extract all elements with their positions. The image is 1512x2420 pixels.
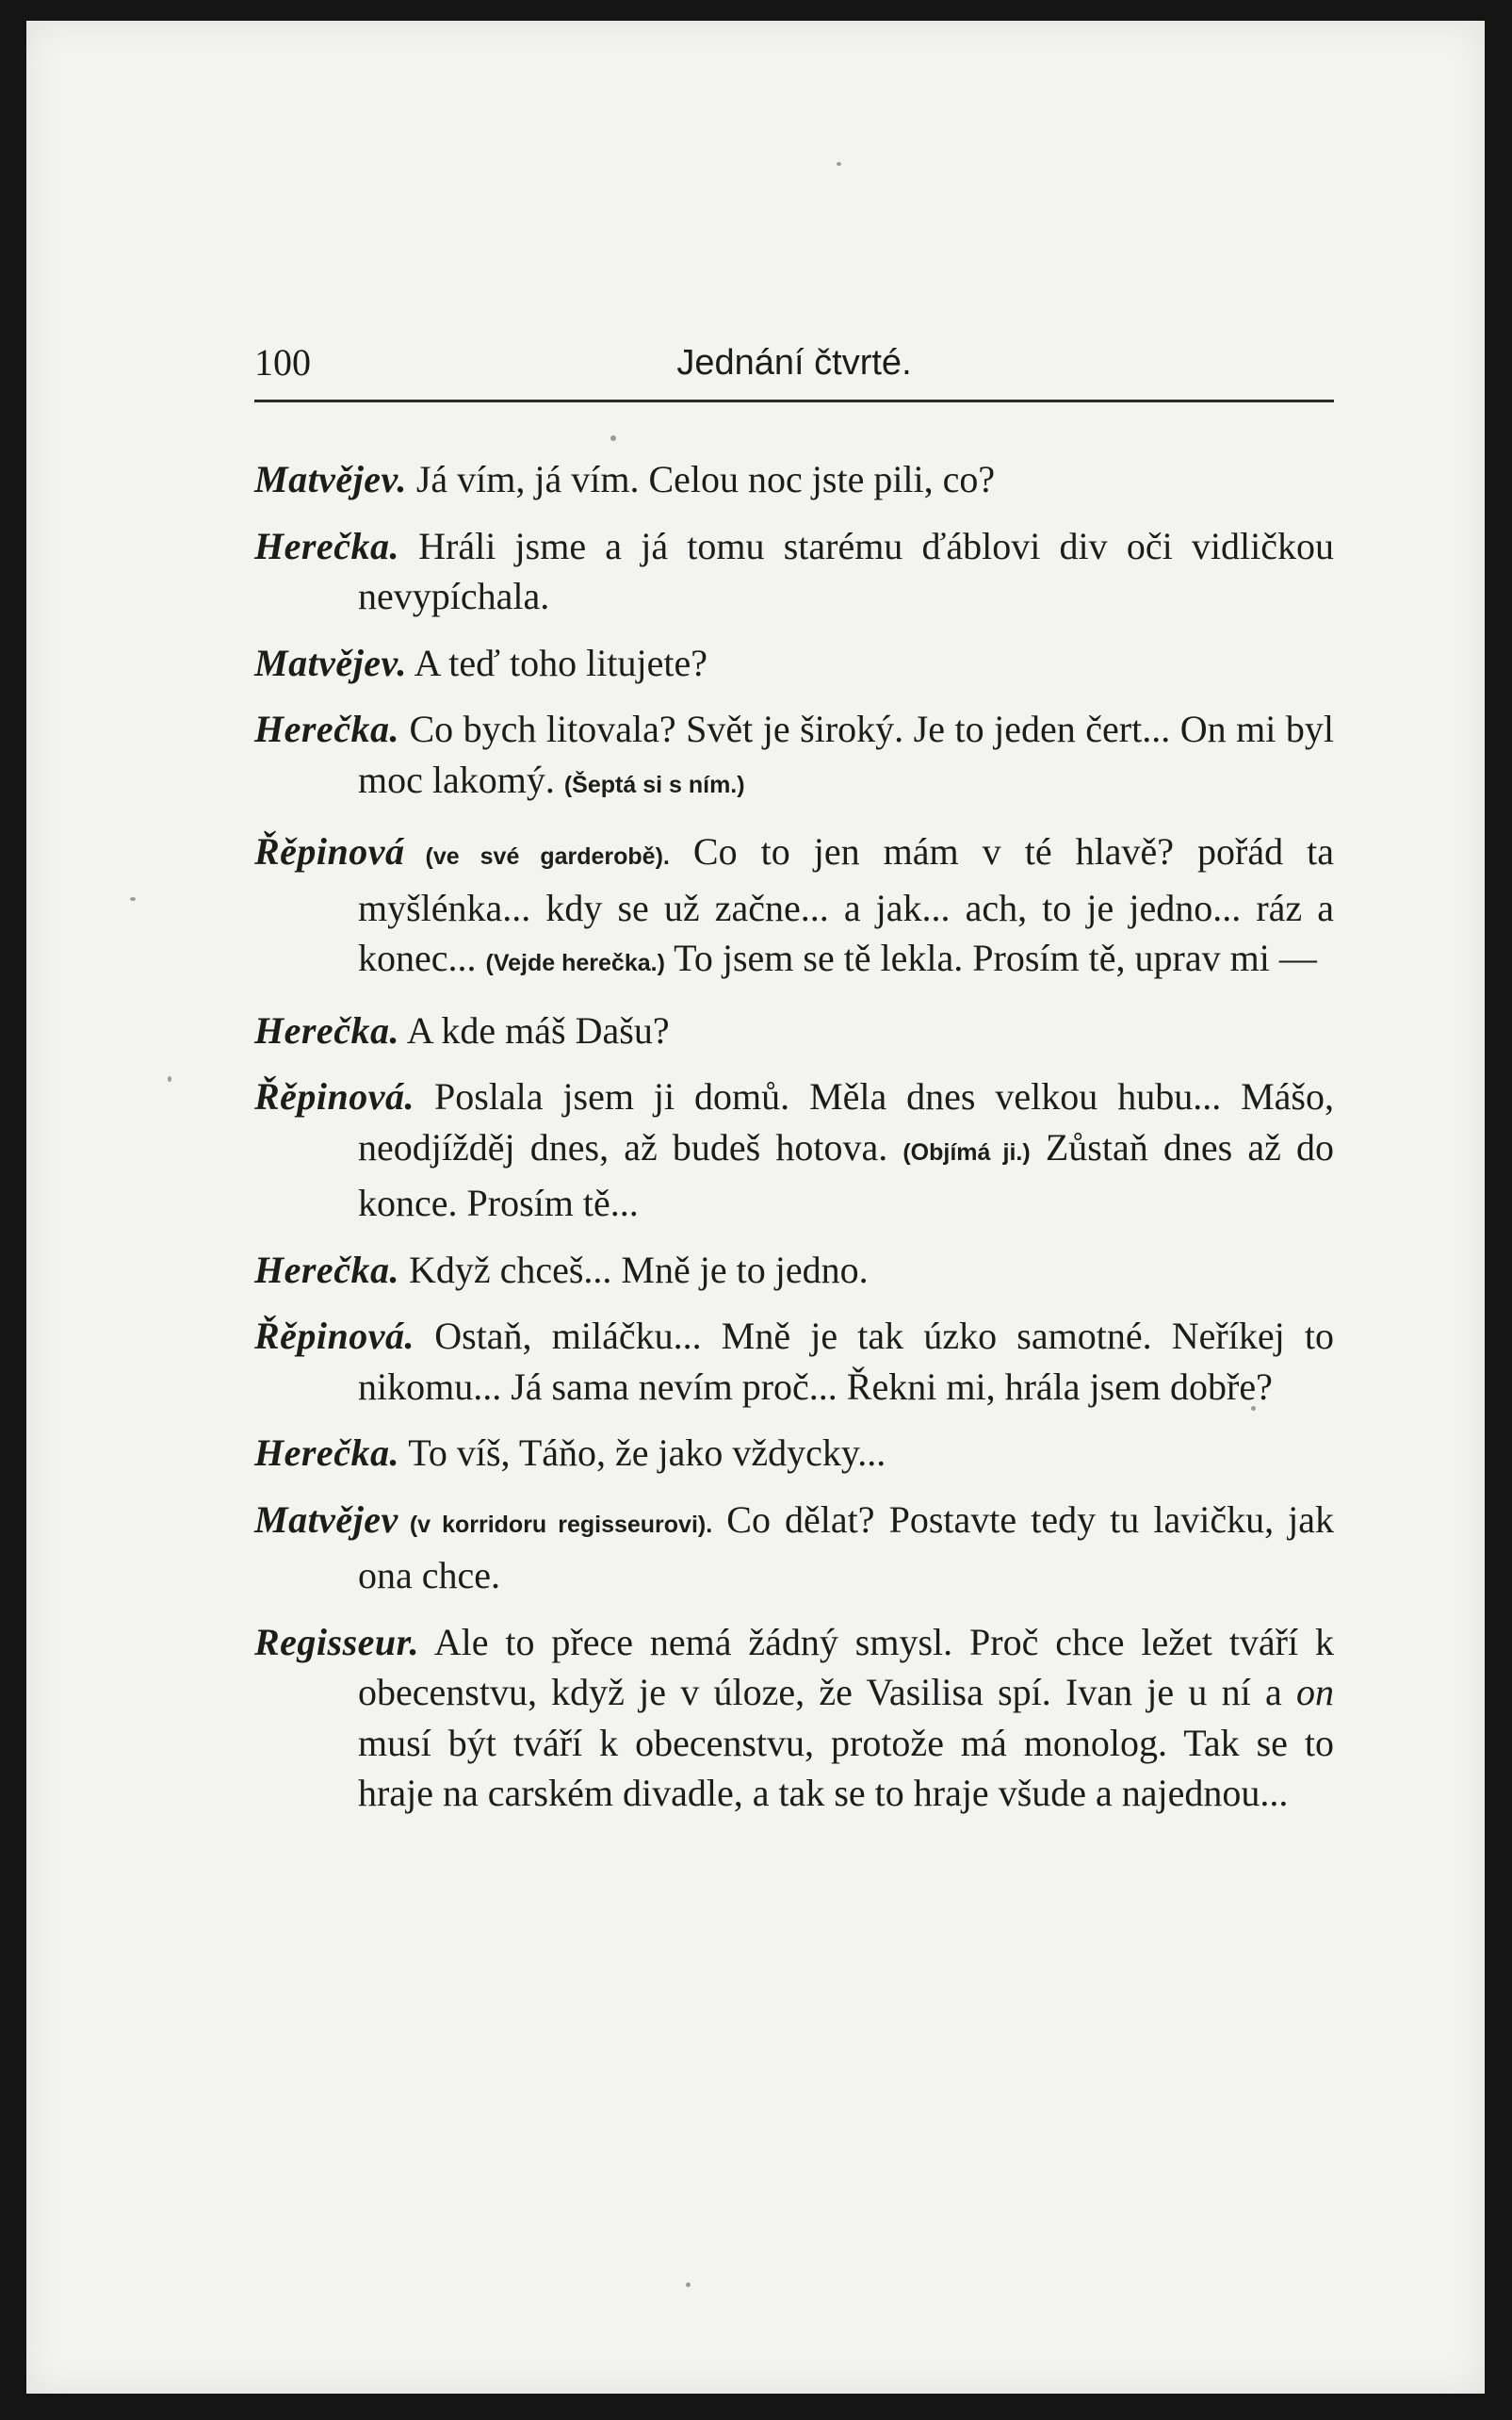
speaker-name: Herečka. (254, 1248, 399, 1291)
dialogue-text: To víš, Táňo, že jako vždycky... (398, 1431, 886, 1474)
emphasized-word: on (1296, 1671, 1334, 1713)
stage-direction: (Vejde herečka.) (485, 950, 665, 976)
page-header (254, 339, 1334, 386)
dialogue-line (254, 1071, 1334, 1229)
speaker-name: Matvějev. (254, 641, 407, 684)
stage-direction: (Objímá ji.) (902, 1138, 1031, 1166)
page-number: 100 (254, 341, 311, 384)
speaker-name: Řěpinová. (254, 1315, 415, 1357)
stage-direction: (Šeptá si s ním.) (563, 771, 745, 798)
dialogue-line (254, 1495, 1334, 1601)
speaker-name: Regisseur. (254, 1620, 420, 1663)
dialogue-line (254, 1006, 1334, 1056)
play-text (254, 454, 1334, 1835)
header-rule (254, 400, 1334, 402)
dialogue-text: musí být tváří k obecenstvu, protože má monolog. Tak se to hraje na carském divadle, a tak se to hraje všude a najednou... (358, 1721, 1334, 1814)
dialogue-text: Poslala jsem ji domů. Měla dnes velkou hubu... Mášo, neodjížděj dnes, až budeš hotova. (358, 1075, 1334, 1169)
running-title: Jednání čtvrté. (676, 343, 912, 383)
dialogue-text: Co bych litovala? Svět je široký. Je to jeden čert... On mi byl moc lakomý. (358, 708, 1334, 801)
speaker-name: Herečka. (254, 524, 399, 567)
dialogue-line (254, 521, 1334, 622)
dialogue-text: Když chceš... Mně je to jedno. (398, 1248, 869, 1291)
stage-direction: (ve své garderobě). (404, 843, 670, 870)
dialogue-text: Zůstaň dnes až do konce. Prosím tě... (358, 1125, 1334, 1224)
dialogue-line (254, 1311, 1334, 1412)
dialogue-text: To jsem se tě lekla. Prosím tě, uprav mi — (664, 937, 1317, 979)
dialogue-text: A teď toho litujete? (406, 641, 707, 684)
speaker-name: Matvějev (254, 1497, 398, 1541)
speaker-name: Herečka. (254, 1008, 399, 1052)
dialogue-line (254, 704, 1334, 810)
dialogue-line (254, 638, 1334, 689)
dialogue-line (254, 826, 1334, 989)
speaker-name: Řěpinová. (254, 1075, 415, 1118)
dialogue-line (254, 1245, 1334, 1296)
dialogue-text: A kde máš Dašu? (398, 1008, 670, 1052)
speaker-name: Řěpinová (254, 830, 405, 873)
dialogue-text: Ostaň, miláčku... Mně je tak úzko samotné. Neříkej to nikomu... Já sama nevím proč... Řekni mi, hrála jsem dobře? (358, 1315, 1334, 1408)
stage-direction: (v korridoru regisseurovi). (398, 1511, 713, 1538)
dialogue-line (254, 1428, 1334, 1479)
dialogue-text: Ale to přece nemá žádný smysl. Proč chce ležet tváří k obecenstvu, když je v úloze, že Vasilisa spí. Ivan je u ní a (358, 1620, 1334, 1713)
dialogue-text: Co dělat? Postavte tedy tu lavičku, jak ona chce. (358, 1497, 1335, 1596)
speaker-name: Herečka. (254, 1431, 399, 1474)
dialogue-text: Já vím, já vím. Celou noc jste pili, co? (406, 458, 996, 500)
speaker-name: Herečka. (254, 708, 399, 750)
dialogue-line (254, 1617, 1334, 1819)
dialogue-line (254, 454, 1334, 505)
dialogue-text: Hráli jsme a já tomu starému ďáblovi div oči vidličkou nevypíchala. (358, 524, 1334, 617)
dialogue-text: Co to jen mám v té hlavě? pořád ta myšlénka... kdy se už začne... a jak... ach, to je jedno... ráz a konec... (358, 830, 1334, 979)
speaker-name: Matvějev. (254, 458, 407, 500)
